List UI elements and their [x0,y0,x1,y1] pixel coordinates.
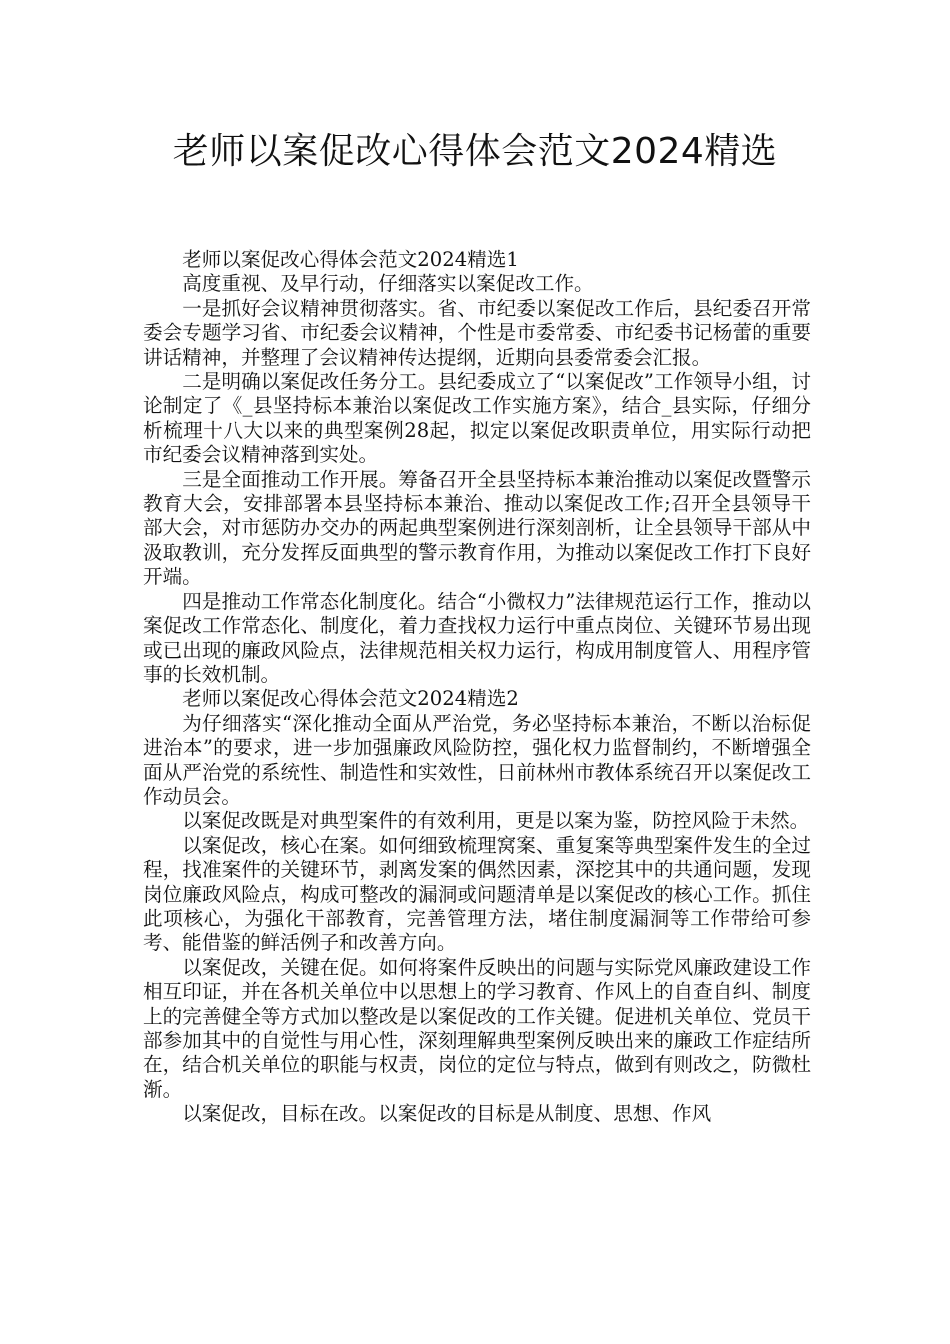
document-title: 老师以案促改心得体会范文2024精选 [172,131,778,172]
paragraph: 一是抓好会议精神贯彻落实。省、市纪委以案促改工作后，县纪委召开常委会专题学习省、市纪委会议精神，个性是市委常委、市纪委书记杨蕾的重要讲话精神，并整理了会议精神传达提纲，近期向县委常委会汇报。 [143,296,811,369]
paragraph: 四是推动工作常态化制度化。结合“小微权力”法律规范运行工作，推动以案促改工作常态化、制度化，着力查找权力运行中重点岗位、关键环节易出现或已出现的廉政风险点，法律规范相关权力运行，构成用制度管人、用程序管事的长效机制。 [143,589,811,686]
document-body [143,248,811,1127]
section-heading-2: 老师以案促改心得体会范文2024精选2 [182,687,519,711]
paragraph: 以案促改，关键在促。如何将案件反映出的问题与实际党风廉政建设工作相互印证，并在各机关单位中以思想上的学习教育、作风上的自查自纠、制度上的完善健全等方式加以整改是以案促改的工作关键。促进机关单位、党员干部参加其中的自觉性与用心性，深刻理解典型案例反映出来的廉政工作症结所在，结合机关单位的职能与权责，岗位的定位与特点，做到有则改之，防微杜渐。 [143,955,811,1101]
paragraph: 二是明确以案促改任务分工。县纪委成立了“以案促改”工作领导小组，讨论制定了《_县坚持标本兼治以案促改工作实施方案》，结合_县实际，仔细分析梳理十八大以来的典型案例28起，拟定以案促改职责单位，用实际行动把市纪委会议精神落到实处。 [143,370,811,467]
paragraph: 高度重视、及早行动，仔细落实以案促改工作。 [182,272,594,296]
paragraph: 为仔细落实“深化推动全面从严治党，务必坚持标本兼治，不断以治标促进治本”的要求，进一步加强廉政风险防控，强化权力监督制约，不断增强全面从严治党的系统性、制造性和实效性，日前林州市教体系统召开以案促改工作动员会。 [143,711,811,808]
section-heading-1: 老师以案促改心得体会范文2024精选1 [182,248,519,271]
paragraph: 以案促改，目标在改。以案促改的目标是从制度、思想、作风 [182,1102,712,1126]
paragraph: 三是全面推动工作开展。筹备召开全县坚持标本兼治推动以案促改暨警示教育大会，安排部署本县坚持标本兼治、推动以案促改工作;召开全县领导干部大会，对市惩防办交办的两起典型案例进行深刻剖析，让全县领导干部从中汲取教训，充分发挥反面典型的警示教育作用，为推动以案促改工作打下良好开端。 [143,467,811,589]
paragraph: 以案促改既是对典型案件的有效利用，更是以案为鉴，防控风险于未然。 [182,809,810,833]
paragraph: 以案促改，核心在案。如何细致梳理窝案、重复案等典型案件发生的全过程，找准案件的关键环节，剥离发案的偶然因素，深挖其中的共通问题，发现岗位廉政风险点，构成可整改的漏洞或问题清单是以案促改的核心工作。抓住此项核心，为强化干部教育，完善管理方法，堵住制度漏洞等工作带给可参考、能借鉴的鲜活例子和改善方向。 [143,833,811,955]
